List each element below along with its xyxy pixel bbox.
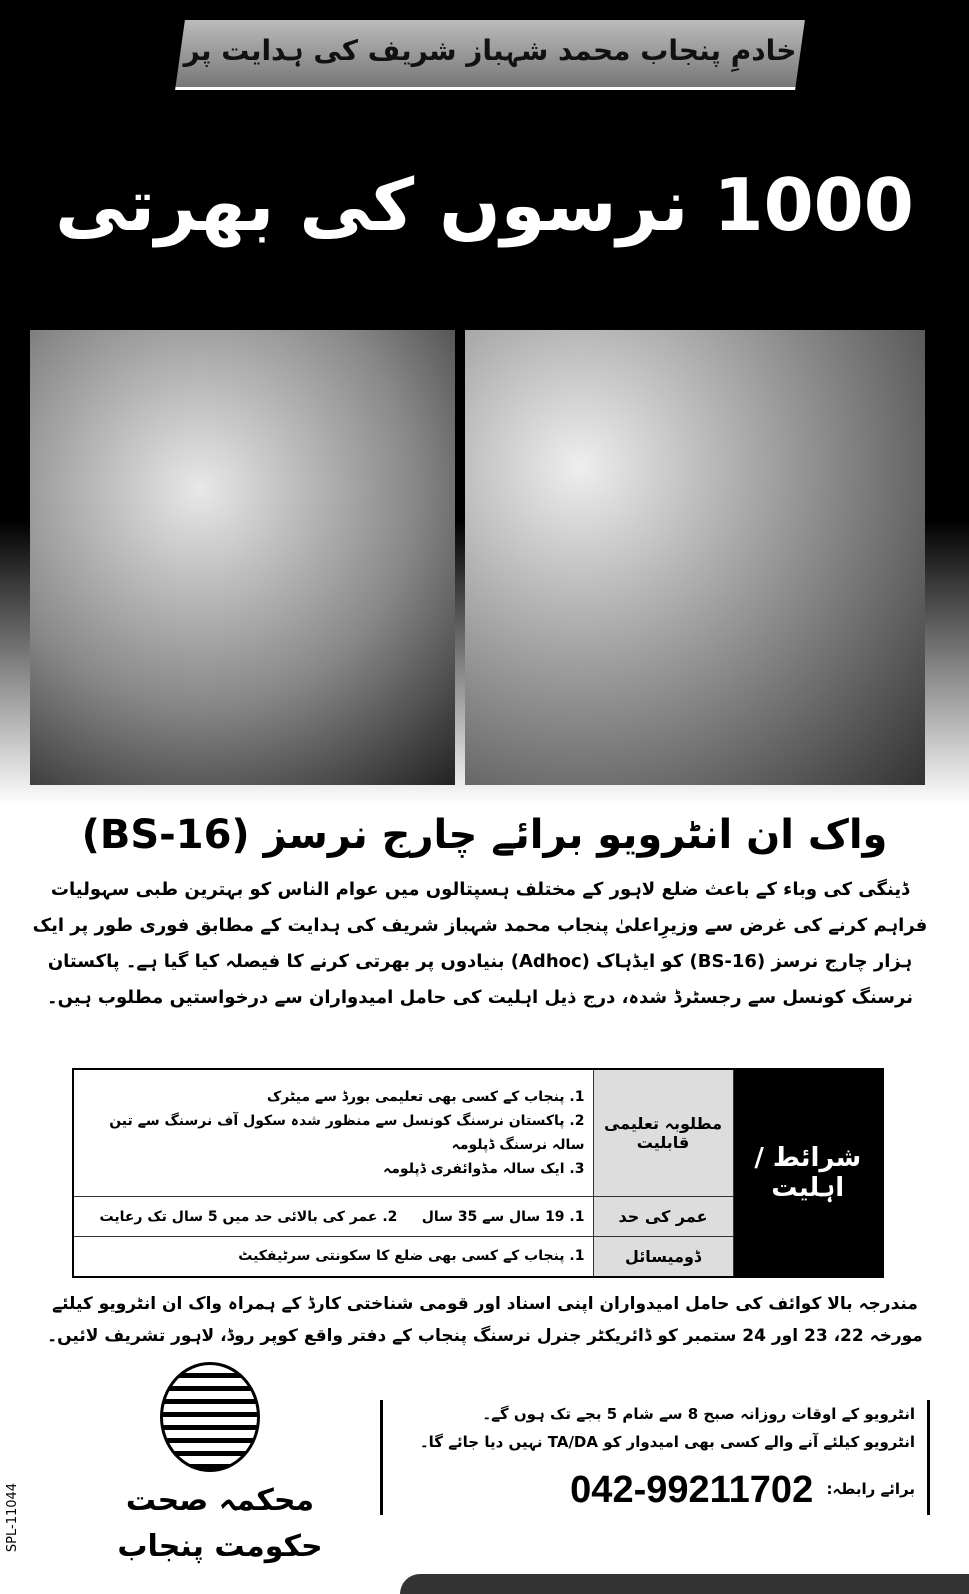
photo-nurse-iv	[30, 330, 455, 785]
eligibility-table	[72, 1068, 884, 1278]
department-line1: محکمہ صحت	[125, 1483, 315, 1518]
row-label: مطلوبہ تعلیمی قابلیت	[593, 1069, 733, 1197]
photo-nurse-patient	[465, 330, 925, 785]
headline: 1000 نرسوں کی بھرتی	[55, 163, 914, 247]
category-cell: شرائط / اہلیت	[733, 1069, 883, 1277]
header	[0, 0, 969, 330]
notes-box	[380, 1400, 930, 1515]
row-label: عمر کی حد	[593, 1197, 733, 1237]
list-item: 1. پنجاب کے کسی بھی تعلیمی بورڈ سے میٹرک	[266, 1089, 585, 1106]
note: انٹرویو کے اوقات روزانہ صبح 8 سے شام 5 بجے تک ہوں گے۔	[482, 1405, 915, 1423]
instruction-line: مندرجہ بالا کوائف کی حامل امیدواران اپنی اسناد اور قومی شناختی کارڈ کے ہمراہ واک ان انٹرویو کیلئے	[52, 1294, 918, 1314]
footer-swoosh	[400, 1574, 969, 1594]
instructions	[20, 1288, 950, 1352]
contact	[395, 1464, 915, 1515]
row-items	[73, 1069, 593, 1197]
list-item: 1. پنجاب کے کسی بھی ضلع کا سکونتی سرٹیفکیٹ	[238, 1248, 585, 1265]
banner-text: خادمِ پنجاب محمد شہباز شریف کی ہدایت پر	[183, 34, 797, 67]
row-items	[73, 1197, 593, 1237]
note: انٹرویو کیلئے آنے والے کسی بھی امیدوار کو TA/DA نہیں دیا جائے گا۔	[419, 1433, 915, 1451]
intro-paragraph: ڈینگی کی وباء کے باعث ضلع لاہور کے مختلف ہسپتالوں میں عوام الناس کو بہترین طبی سہولیات فراہم کرنے کی غرض سے وزیرِاعلیٰ پنجاب محمد شہباز شریف کی ہدایت کے مطابق فوری طور پر ایک ہزار چارج نرسز (BS-16) کو ایڈہاک (Adhoc) بنیادوں پر بھرتی کرنے کا فیصلہ کیا گیا ہے۔ پاکستان نرسنگ کونسل سے رجسٹرڈ شدہ، درج ذیل اہلیت کی حامل امیدواران سے درخواستیں مطلوب ہیں۔	[32, 879, 928, 1008]
table-row	[73, 1069, 883, 1197]
contact-phone: 042-99211702	[570, 1468, 814, 1511]
photo-area	[0, 330, 969, 805]
contact-label: برائے رابطہ:	[826, 1480, 915, 1498]
ad-title: واک ان انٹرویو برائے چارج نرسز (BS-16)	[81, 812, 888, 858]
department-line2: حکومت پنجاب	[117, 1529, 323, 1564]
reference-code: SPL-11044	[5, 1482, 21, 1553]
list-item: 3. ایک سالہ مڈوائفری ڈپلومہ	[383, 1161, 585, 1178]
row-items	[73, 1236, 593, 1277]
punjab-government-logo	[160, 1362, 260, 1472]
list-item: 1. 19 سال سے 35 سال 2. عمر کی بالائی حد میں 5 سال تک رعایت	[99, 1208, 585, 1225]
list-item: 2. پاکستان نرسنگ کونسل سے منظور شدہ سکول آف نرسنگ سے تین سالہ نرسنگ ڈپلومہ	[109, 1113, 585, 1154]
department-name	[80, 1478, 360, 1570]
row-label: ڈومیسائل	[593, 1236, 733, 1277]
instruction-line: مورخہ 22، 23 اور 24 ستمبر کو ڈائریکٹر جنرل نرسنگ پنجاب کے دفتر واقع کوپر روڈ، لاہور تشریف لائیں۔	[47, 1326, 923, 1346]
